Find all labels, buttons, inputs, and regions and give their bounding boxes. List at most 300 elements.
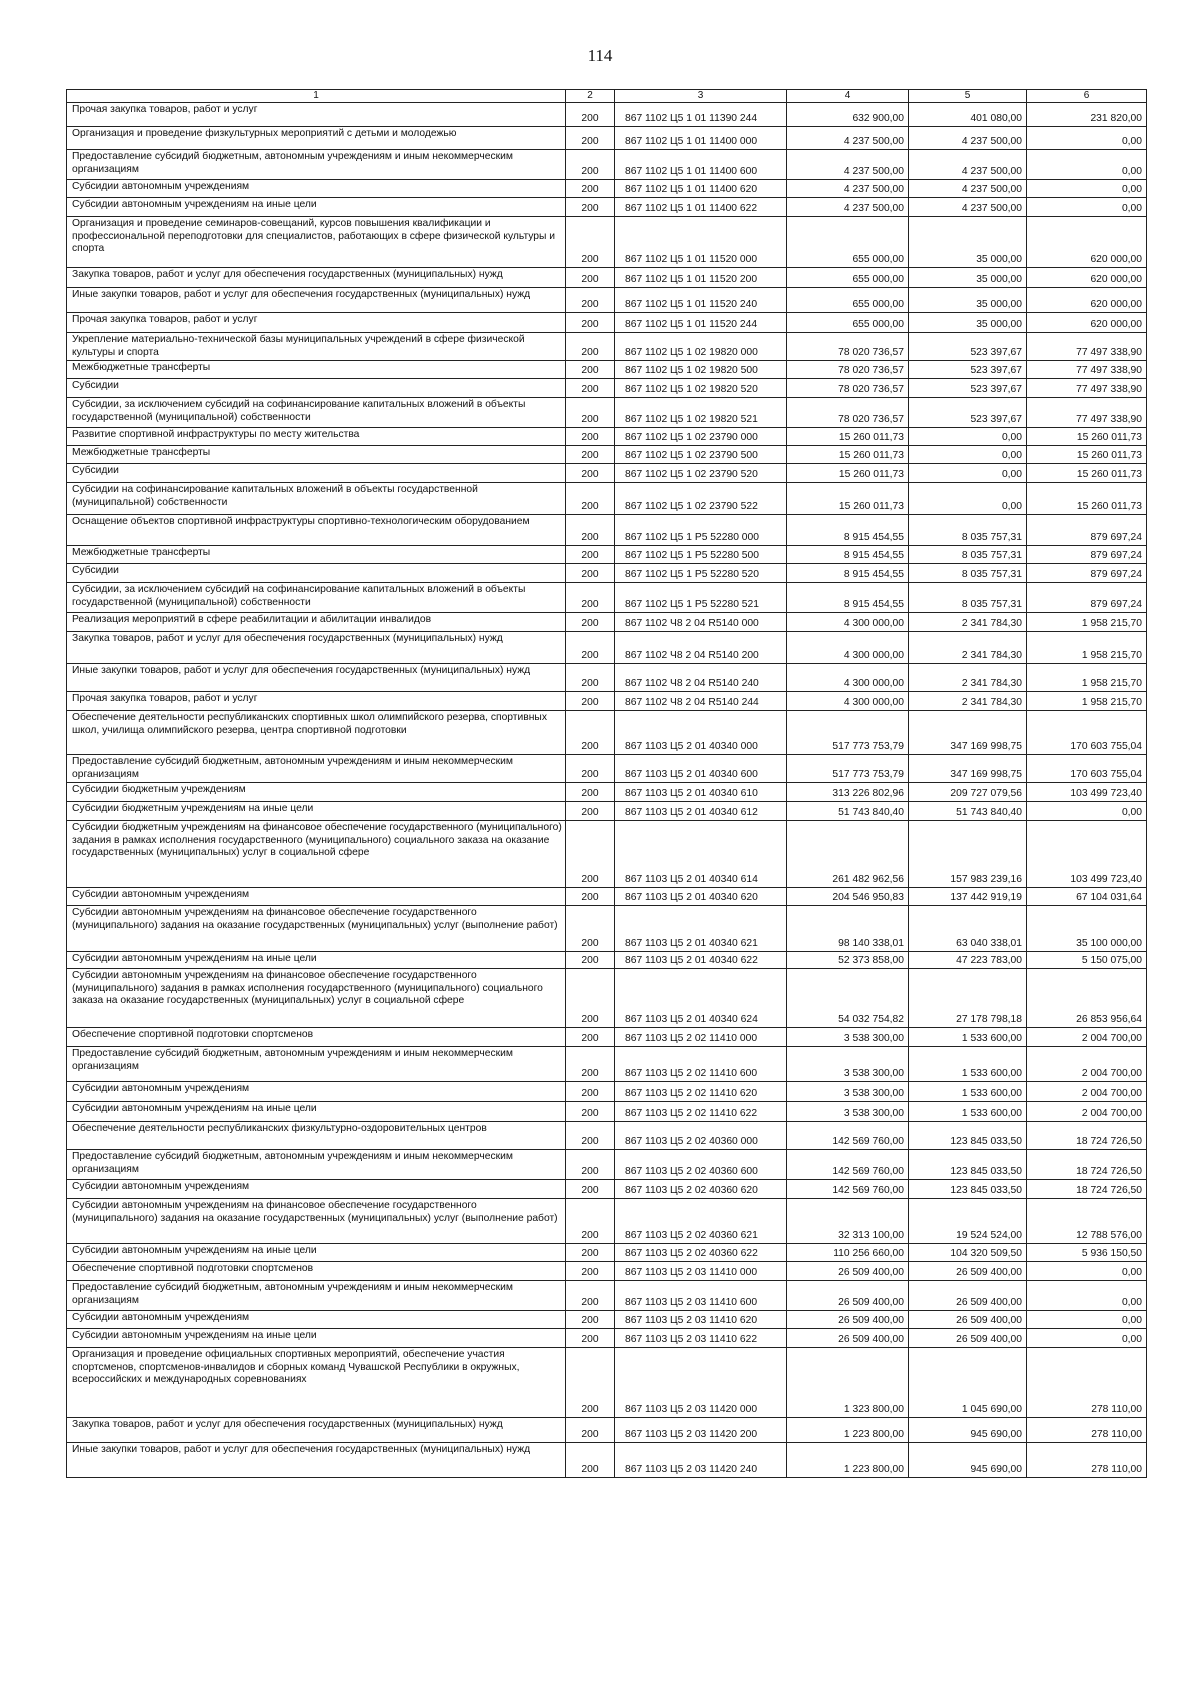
approved-amount-cell: 204 546 950,83 [787, 888, 909, 906]
budget-classification-code-cell: 867 1102 Ц5 1 01 11400 600 [615, 150, 787, 180]
row-name-cell: Субсидии автономным учреждениям [67, 1180, 566, 1199]
table-row [67, 428, 1147, 446]
row-name-cell: Обеспечение спортивной подготовки спортсменов [67, 1028, 566, 1047]
unexecuted-amount-cell: 879 697,24 [1027, 564, 1147, 583]
executed-amount-cell: 123 845 033,50 [909, 1180, 1027, 1199]
table-row [67, 692, 1147, 711]
line-code-cell: 200 [566, 198, 615, 217]
column-header: 1 [67, 90, 566, 103]
budget-classification-code-cell: 867 1102 Ц5 1 01 11400 622 [615, 198, 787, 217]
approved-amount-cell: 78 020 736,57 [787, 361, 909, 379]
unexecuted-amount-cell: 18 724 726,50 [1027, 1150, 1147, 1180]
line-code-cell: 200 [566, 1150, 615, 1180]
line-code-cell: 200 [566, 802, 615, 821]
unexecuted-amount-cell: 1 958 215,70 [1027, 632, 1147, 664]
approved-amount-cell: 26 509 400,00 [787, 1281, 909, 1311]
row-name-cell: Субсидии [67, 379, 566, 398]
line-code-cell: 200 [566, 755, 615, 783]
row-name-cell: Предоставление субсидий бюджетным, автономным учреждениям и иным некоммерческим организациям [67, 755, 566, 783]
row-name-cell: Субсидии [67, 564, 566, 583]
approved-amount-cell: 3 538 300,00 [787, 1102, 909, 1122]
table-row [67, 464, 1147, 483]
table-row [67, 1199, 1147, 1244]
line-code-cell: 200 [566, 464, 615, 483]
table-row [67, 1262, 1147, 1281]
column-header: 5 [909, 90, 1027, 103]
table-row [67, 952, 1147, 969]
budget-classification-code-cell: 867 1103 Ц5 2 02 11410 620 [615, 1082, 787, 1102]
approved-amount-cell: 4 237 500,00 [787, 198, 909, 217]
column-header: 2 [566, 90, 615, 103]
unexecuted-amount-cell: 0,00 [1027, 1311, 1147, 1329]
row-name-cell: Межбюджетные трансферты [67, 546, 566, 564]
approved-amount-cell: 4 300 000,00 [787, 664, 909, 692]
unexecuted-amount-cell: 1 958 215,70 [1027, 692, 1147, 711]
executed-amount-cell: 523 397,67 [909, 379, 1027, 398]
budget-classification-code-cell: 867 1103 Ц5 2 02 11410 000 [615, 1028, 787, 1047]
line-code-cell: 200 [566, 483, 615, 515]
executed-amount-cell: 523 397,67 [909, 333, 1027, 361]
line-code-cell: 200 [566, 268, 615, 288]
approved-amount-cell: 1 223 800,00 [787, 1443, 909, 1478]
executed-amount-cell: 945 690,00 [909, 1418, 1027, 1443]
line-code-cell: 200 [566, 361, 615, 379]
column-header: 3 [615, 90, 787, 103]
unexecuted-amount-cell: 879 697,24 [1027, 546, 1147, 564]
table-row [67, 802, 1147, 821]
unexecuted-amount-cell: 5 936 150,50 [1027, 1244, 1147, 1262]
unexecuted-amount-cell: 0,00 [1027, 1262, 1147, 1281]
budget-classification-code-cell: 867 1102 Ц5 1 P5 52280 500 [615, 546, 787, 564]
executed-amount-cell: 35 000,00 [909, 268, 1027, 288]
approved-amount-cell: 98 140 338,01 [787, 906, 909, 952]
approved-amount-cell: 32 313 100,00 [787, 1199, 909, 1244]
row-name-cell: Организация и проведение официальных спортивных мероприятий, обеспечение участия спортсменов, спортсменов-инвалидов и сборных команд Чувашской Республики в окружных, всероссийских и международных соревнованиях [67, 1348, 566, 1418]
executed-amount-cell: 1 533 600,00 [909, 1028, 1027, 1047]
budget-classification-code-cell: 867 1103 Ц5 2 02 40360 622 [615, 1244, 787, 1262]
budget-classification-code-cell: 867 1102 Ц5 1 01 11520 240 [615, 288, 787, 313]
row-name-cell: Субсидии бюджетным учреждениям на иные цели [67, 802, 566, 821]
executed-amount-cell: 137 442 919,19 [909, 888, 1027, 906]
budget-classification-code-cell: 867 1103 Ц5 2 03 11410 600 [615, 1281, 787, 1311]
table-row [67, 583, 1147, 613]
row-name-cell: Субсидии [67, 464, 566, 483]
approved-amount-cell: 142 569 760,00 [787, 1180, 909, 1199]
executed-amount-cell: 35 000,00 [909, 217, 1027, 268]
approved-amount-cell: 4 237 500,00 [787, 127, 909, 150]
row-name-cell: Реализация мероприятий в сфере реабилитации и абилитации инвалидов [67, 613, 566, 632]
unexecuted-amount-cell: 0,00 [1027, 127, 1147, 150]
budget-classification-code-cell: 867 1102 Ц5 1 02 23790 520 [615, 464, 787, 483]
budget-classification-code-cell: 867 1102 Ц5 1 P5 52280 520 [615, 564, 787, 583]
unexecuted-amount-cell: 18 724 726,50 [1027, 1122, 1147, 1150]
line-code-cell: 200 [566, 1102, 615, 1122]
row-name-cell: Субсидии автономным учреждениям на иные цели [67, 1329, 566, 1348]
approved-amount-cell: 4 237 500,00 [787, 150, 909, 180]
table-row [67, 217, 1147, 268]
table-row [67, 446, 1147, 464]
approved-amount-cell: 54 032 754,82 [787, 969, 909, 1028]
line-code-cell: 200 [566, 1443, 615, 1478]
table-row [67, 632, 1147, 664]
row-name-cell: Закупка товаров, работ и услуг для обеспечения государственных (муниципальных) нужд [67, 268, 566, 288]
row-name-cell: Субсидии автономным учреждениям [67, 1082, 566, 1102]
budget-classification-code-cell: 867 1102 Ц5 1 01 11400 620 [615, 180, 787, 198]
approved-amount-cell: 655 000,00 [787, 268, 909, 288]
line-code-cell: 200 [566, 613, 615, 632]
executed-amount-cell: 26 509 400,00 [909, 1281, 1027, 1311]
unexecuted-amount-cell: 15 260 011,73 [1027, 464, 1147, 483]
row-name-cell: Прочая закупка товаров, работ и услуг [67, 103, 566, 127]
approved-amount-cell: 8 915 454,55 [787, 546, 909, 564]
budget-classification-code-cell: 867 1102 Ц5 1 02 19820 520 [615, 379, 787, 398]
line-code-cell: 200 [566, 180, 615, 198]
executed-amount-cell: 8 035 757,31 [909, 564, 1027, 583]
row-name-cell: Предоставление субсидий бюджетным, автономным учреждениям и иным некоммерческим организациям [67, 150, 566, 180]
budget-classification-code-cell: 867 1103 Ц5 2 03 11420 240 [615, 1443, 787, 1478]
table-row [67, 711, 1147, 755]
table-row [67, 613, 1147, 632]
executed-amount-cell: 523 397,67 [909, 361, 1027, 379]
table-row [67, 127, 1147, 150]
budget-classification-code-cell: 867 1102 Ч8 2 04 R5140 200 [615, 632, 787, 664]
line-code-cell: 200 [566, 1199, 615, 1244]
table-row [67, 1180, 1147, 1199]
budget-classification-code-cell: 867 1102 Ц5 1 02 19820 521 [615, 398, 787, 428]
unexecuted-amount-cell: 103 499 723,40 [1027, 783, 1147, 802]
approved-amount-cell: 261 482 962,56 [787, 821, 909, 888]
table-row [67, 333, 1147, 361]
row-name-cell: Субсидии автономным учреждениям на финансовое обеспечение государственного (муниципального) задания на оказание государственных (муниципальных) услуг (выполнение работ) [67, 1199, 566, 1244]
executed-amount-cell: 19 524 524,00 [909, 1199, 1027, 1244]
executed-amount-cell: 945 690,00 [909, 1443, 1027, 1478]
table-row [67, 1047, 1147, 1082]
line-code-cell: 200 [566, 632, 615, 664]
approved-amount-cell: 15 260 011,73 [787, 446, 909, 464]
row-name-cell: Иные закупки товаров, работ и услуг для обеспечения государственных (муниципальных) нужд [67, 1443, 566, 1478]
budget-classification-code-cell: 867 1102 Ц5 1 01 11390 244 [615, 103, 787, 127]
line-code-cell: 200 [566, 888, 615, 906]
table-row [67, 313, 1147, 333]
executed-amount-cell: 0,00 [909, 446, 1027, 464]
table-row [67, 1082, 1147, 1102]
row-name-cell: Иные закупки товаров, работ и услуг для обеспечения государственных (муниципальных) нужд [67, 664, 566, 692]
row-name-cell: Субсидии автономным учреждениям [67, 180, 566, 198]
line-code-cell: 200 [566, 150, 615, 180]
executed-amount-cell: 35 000,00 [909, 288, 1027, 313]
table-body [67, 103, 1147, 1478]
line-code-cell: 200 [566, 906, 615, 952]
approved-amount-cell: 8 915 454,55 [787, 564, 909, 583]
unexecuted-amount-cell: 12 788 576,00 [1027, 1199, 1147, 1244]
row-name-cell: Прочая закупка товаров, работ и услуг [67, 313, 566, 333]
unexecuted-amount-cell: 15 260 011,73 [1027, 428, 1147, 446]
table-row [67, 1281, 1147, 1311]
line-code-cell: 200 [566, 1281, 615, 1311]
unexecuted-amount-cell: 620 000,00 [1027, 313, 1147, 333]
row-name-cell: Субсидии, за исключением субсидий на софинансирование капитальных вложений в объекты государственной (муниципальной) собственности [67, 583, 566, 613]
table-row [67, 1348, 1147, 1418]
table-row [67, 664, 1147, 692]
executed-amount-cell: 347 169 998,75 [909, 755, 1027, 783]
approved-amount-cell: 517 773 753,79 [787, 755, 909, 783]
table-row [67, 1150, 1147, 1180]
row-name-cell: Субсидии автономным учреждениям на иные цели [67, 1244, 566, 1262]
unexecuted-amount-cell: 67 104 031,64 [1027, 888, 1147, 906]
approved-amount-cell: 4 300 000,00 [787, 613, 909, 632]
executed-amount-cell: 4 237 500,00 [909, 198, 1027, 217]
line-code-cell: 200 [566, 1047, 615, 1082]
row-name-cell: Субсидии автономным учреждениям на финансовое обеспечение государственного (муниципального) задания на оказание государственных (муниципальных) услуг (выполнение работ) [67, 906, 566, 952]
executed-amount-cell: 2 341 784,30 [909, 692, 1027, 711]
executed-amount-cell: 2 341 784,30 [909, 613, 1027, 632]
executed-amount-cell: 209 727 079,56 [909, 783, 1027, 802]
budget-classification-code-cell: 867 1103 Ц5 2 02 40360 600 [615, 1150, 787, 1180]
row-name-cell: Закупка товаров, работ и услуг для обеспечения государственных (муниципальных) нужд [67, 632, 566, 664]
executed-amount-cell: 8 035 757,31 [909, 515, 1027, 546]
row-name-cell: Прочая закупка товаров, работ и услуг [67, 692, 566, 711]
table-row [67, 1244, 1147, 1262]
approved-amount-cell: 52 373 858,00 [787, 952, 909, 969]
line-code-cell: 200 [566, 1329, 615, 1348]
approved-amount-cell: 110 256 660,00 [787, 1244, 909, 1262]
budget-classification-code-cell: 867 1103 Ц5 2 03 11410 622 [615, 1329, 787, 1348]
unexecuted-amount-cell: 0,00 [1027, 802, 1147, 821]
row-name-cell: Оснащение объектов спортивной инфраструктуры спортивно-технологическим оборудованием [67, 515, 566, 546]
unexecuted-amount-cell: 2 004 700,00 [1027, 1028, 1147, 1047]
budget-classification-code-cell: 867 1103 Ц5 2 02 40360 620 [615, 1180, 787, 1199]
approved-amount-cell: 26 509 400,00 [787, 1262, 909, 1281]
row-name-cell: Субсидии на софинансирование капитальных вложений в объекты государственной (муниципальной) собственности [67, 483, 566, 515]
executed-amount-cell: 4 237 500,00 [909, 150, 1027, 180]
approved-amount-cell: 655 000,00 [787, 288, 909, 313]
unexecuted-amount-cell: 170 603 755,04 [1027, 711, 1147, 755]
row-name-cell: Предоставление субсидий бюджетным, автономным учреждениям и иным некоммерческим организациям [67, 1281, 566, 1311]
table-row [67, 969, 1147, 1028]
approved-amount-cell: 4 237 500,00 [787, 180, 909, 198]
table-row [67, 783, 1147, 802]
line-code-cell: 200 [566, 398, 615, 428]
approved-amount-cell: 78 020 736,57 [787, 398, 909, 428]
table-row [67, 821, 1147, 888]
line-code-cell: 200 [566, 1262, 615, 1281]
table-row [67, 398, 1147, 428]
line-code-cell: 200 [566, 1348, 615, 1418]
approved-amount-cell: 15 260 011,73 [787, 428, 909, 446]
budget-classification-code-cell: 867 1103 Ц5 2 01 40340 000 [615, 711, 787, 755]
executed-amount-cell: 123 845 033,50 [909, 1122, 1027, 1150]
table-row [67, 103, 1147, 127]
budget-classification-code-cell: 867 1102 Ц5 1 02 23790 000 [615, 428, 787, 446]
row-name-cell: Субсидии автономным учреждениям [67, 888, 566, 906]
table-row [67, 1122, 1147, 1150]
row-name-cell: Субсидии автономным учреждениям [67, 1311, 566, 1329]
table-row [67, 1443, 1147, 1478]
table-row [67, 150, 1147, 180]
row-name-cell: Субсидии автономным учреждениям на иные цели [67, 952, 566, 969]
budget-classification-code-cell: 867 1102 Ц5 1 01 11520 244 [615, 313, 787, 333]
page-number: 114 [587, 46, 613, 65]
executed-amount-cell: 35 000,00 [909, 313, 1027, 333]
unexecuted-amount-cell: 278 110,00 [1027, 1443, 1147, 1478]
approved-amount-cell: 15 260 011,73 [787, 483, 909, 515]
unexecuted-amount-cell: 0,00 [1027, 150, 1147, 180]
approved-amount-cell: 1 223 800,00 [787, 1418, 909, 1443]
line-code-cell: 200 [566, 288, 615, 313]
row-name-cell: Межбюджетные трансферты [67, 361, 566, 379]
column-header: 4 [787, 90, 909, 103]
approved-amount-cell: 8 915 454,55 [787, 583, 909, 613]
executed-amount-cell: 104 320 509,50 [909, 1244, 1027, 1262]
unexecuted-amount-cell: 0,00 [1027, 198, 1147, 217]
row-name-cell: Иные закупки товаров, работ и услуг для обеспечения государственных (муниципальных) нужд [67, 288, 566, 313]
approved-amount-cell: 1 323 800,00 [787, 1348, 909, 1418]
line-code-cell: 200 [566, 1180, 615, 1199]
budget-classification-code-cell: 867 1103 Ц5 2 01 40340 624 [615, 969, 787, 1028]
table-row [67, 379, 1147, 398]
line-code-cell: 200 [566, 952, 615, 969]
line-code-cell: 200 [566, 783, 615, 802]
budget-classification-code-cell: 867 1103 Ц5 2 01 40340 612 [615, 802, 787, 821]
row-name-cell: Субсидии, за исключением субсидий на софинансирование капитальных вложений в объекты государственной (муниципальной) собственности [67, 398, 566, 428]
approved-amount-cell: 655 000,00 [787, 313, 909, 333]
unexecuted-amount-cell: 0,00 [1027, 1329, 1147, 1348]
budget-classification-code-cell: 867 1102 Ч8 2 04 R5140 240 [615, 664, 787, 692]
executed-amount-cell: 26 509 400,00 [909, 1262, 1027, 1281]
executed-amount-cell: 4 237 500,00 [909, 180, 1027, 198]
budget-classification-code-cell: 867 1103 Ц5 2 01 40340 622 [615, 952, 787, 969]
executed-amount-cell: 1 533 600,00 [909, 1102, 1027, 1122]
unexecuted-amount-cell: 170 603 755,04 [1027, 755, 1147, 783]
approved-amount-cell: 3 538 300,00 [787, 1082, 909, 1102]
row-name-cell: Организация и проведение семинаров-совещаний, курсов повышения квалификации и профессиональной переподготовки для специалистов, работающих в сфере физической культуры и спорта [67, 217, 566, 268]
approved-amount-cell: 26 509 400,00 [787, 1311, 909, 1329]
budget-classification-code-cell: 867 1103 Ц5 2 03 11410 000 [615, 1262, 787, 1281]
table-row [67, 1329, 1147, 1348]
executed-amount-cell: 26 509 400,00 [909, 1311, 1027, 1329]
unexecuted-amount-cell: 26 853 956,64 [1027, 969, 1147, 1028]
approved-amount-cell: 3 538 300,00 [787, 1028, 909, 1047]
row-name-cell: Субсидии автономным учреждениям на иные цели [67, 198, 566, 217]
row-name-cell: Закупка товаров, работ и услуг для обеспечения государственных (муниципальных) нужд [67, 1418, 566, 1443]
budget-classification-code-cell: 867 1103 Ц5 2 01 40340 600 [615, 755, 787, 783]
line-code-cell: 200 [566, 127, 615, 150]
table-row [67, 888, 1147, 906]
approved-amount-cell: 78 020 736,57 [787, 379, 909, 398]
unexecuted-amount-cell: 231 820,00 [1027, 103, 1147, 127]
budget-classification-code-cell: 867 1103 Ц5 2 02 40360 000 [615, 1122, 787, 1150]
row-name-cell: Развитие спортивной инфраструктуры по месту жительства [67, 428, 566, 446]
approved-amount-cell: 632 900,00 [787, 103, 909, 127]
line-code-cell: 200 [566, 1082, 615, 1102]
budget-classification-code-cell: 867 1103 Ц5 2 01 40340 621 [615, 906, 787, 952]
executed-amount-cell: 1 045 690,00 [909, 1348, 1027, 1418]
executed-amount-cell: 47 223 783,00 [909, 952, 1027, 969]
executed-amount-cell: 0,00 [909, 428, 1027, 446]
line-code-cell: 200 [566, 546, 615, 564]
budget-classification-code-cell: 867 1102 Ц5 1 02 19820 000 [615, 333, 787, 361]
budget-classification-code-cell: 867 1102 Ц5 1 02 23790 500 [615, 446, 787, 464]
executed-amount-cell: 26 509 400,00 [909, 1329, 1027, 1348]
budget-execution-table [66, 89, 1147, 1478]
executed-amount-cell: 27 178 798,18 [909, 969, 1027, 1028]
executed-amount-cell: 123 845 033,50 [909, 1150, 1027, 1180]
unexecuted-amount-cell: 0,00 [1027, 1281, 1147, 1311]
budget-classification-code-cell: 867 1103 Ц5 2 01 40340 610 [615, 783, 787, 802]
row-name-cell: Обеспечение деятельности республиканских спортивных школ олимпийского резерва, спортивных школ, училища олимпийского резерва, центра спортивной подготовки [67, 711, 566, 755]
unexecuted-amount-cell: 77 497 338,90 [1027, 333, 1147, 361]
unexecuted-amount-cell: 103 499 723,40 [1027, 821, 1147, 888]
line-code-cell: 200 [566, 515, 615, 546]
table-row [67, 564, 1147, 583]
executed-amount-cell: 401 080,00 [909, 103, 1027, 127]
row-name-cell: Межбюджетные трансферты [67, 446, 566, 464]
executed-amount-cell: 523 397,67 [909, 398, 1027, 428]
unexecuted-amount-cell: 879 697,24 [1027, 515, 1147, 546]
line-code-cell: 200 [566, 217, 615, 268]
budget-classification-code-cell: 867 1102 Ц5 1 01 11520 000 [615, 217, 787, 268]
table-row [67, 546, 1147, 564]
executed-amount-cell: 8 035 757,31 [909, 583, 1027, 613]
line-code-cell: 200 [566, 583, 615, 613]
unexecuted-amount-cell: 2 004 700,00 [1027, 1102, 1147, 1122]
approved-amount-cell: 3 538 300,00 [787, 1047, 909, 1082]
table-row [67, 180, 1147, 198]
line-code-cell: 200 [566, 379, 615, 398]
approved-amount-cell: 142 569 760,00 [787, 1150, 909, 1180]
unexecuted-amount-cell: 18 724 726,50 [1027, 1180, 1147, 1199]
unexecuted-amount-cell: 35 100 000,00 [1027, 906, 1147, 952]
row-name-cell: Субсидии бюджетным учреждениям [67, 783, 566, 802]
column-number-row [67, 90, 1147, 103]
budget-classification-code-cell: 867 1103 Ц5 2 02 40360 621 [615, 1199, 787, 1244]
executed-amount-cell: 1 533 600,00 [909, 1082, 1027, 1102]
line-code-cell: 200 [566, 969, 615, 1028]
row-name-cell: Субсидии автономным учреждениям на финансовое обеспечение государственного (муниципального) задания в рамках исполнения государственного (муниципального) социального заказа на оказание государственных (муниципальных) услуг в социальной сфере [67, 969, 566, 1028]
executed-amount-cell: 0,00 [909, 483, 1027, 515]
unexecuted-amount-cell: 620 000,00 [1027, 288, 1147, 313]
unexecuted-amount-cell: 5 150 075,00 [1027, 952, 1147, 969]
executed-amount-cell: 4 237 500,00 [909, 127, 1027, 150]
executed-amount-cell: 8 035 757,31 [909, 546, 1027, 564]
approved-amount-cell: 15 260 011,73 [787, 464, 909, 483]
table-row [67, 1028, 1147, 1047]
unexecuted-amount-cell: 0,00 [1027, 180, 1147, 198]
executed-amount-cell: 2 341 784,30 [909, 664, 1027, 692]
unexecuted-amount-cell: 879 697,24 [1027, 583, 1147, 613]
row-name-cell: Субсидии бюджетным учреждениям на финансовое обеспечение государственного (муниципального) задания в рамках исполнения государственного (муниципального) социального заказа на оказание государственных (муниципальных) услуг в социальной сфере [67, 821, 566, 888]
approved-amount-cell: 313 226 802,96 [787, 783, 909, 802]
line-code-cell: 200 [566, 821, 615, 888]
unexecuted-amount-cell: 15 260 011,73 [1027, 446, 1147, 464]
line-code-cell: 200 [566, 1311, 615, 1329]
table-row [67, 361, 1147, 379]
approved-amount-cell: 26 509 400,00 [787, 1329, 909, 1348]
budget-classification-code-cell: 867 1102 Ц5 1 01 11400 000 [615, 127, 787, 150]
line-code-cell: 200 [566, 564, 615, 583]
table-row [67, 198, 1147, 217]
executed-amount-cell: 51 743 840,40 [909, 802, 1027, 821]
approved-amount-cell: 655 000,00 [787, 217, 909, 268]
budget-classification-code-cell: 867 1102 Ц5 1 02 19820 500 [615, 361, 787, 379]
unexecuted-amount-cell: 1 958 215,70 [1027, 613, 1147, 632]
table-row [67, 906, 1147, 952]
budget-classification-code-cell: 867 1102 Ц5 1 P5 52280 000 [615, 515, 787, 546]
approved-amount-cell: 51 743 840,40 [787, 802, 909, 821]
unexecuted-amount-cell: 77 497 338,90 [1027, 379, 1147, 398]
table-row [67, 268, 1147, 288]
approved-amount-cell: 142 569 760,00 [787, 1122, 909, 1150]
